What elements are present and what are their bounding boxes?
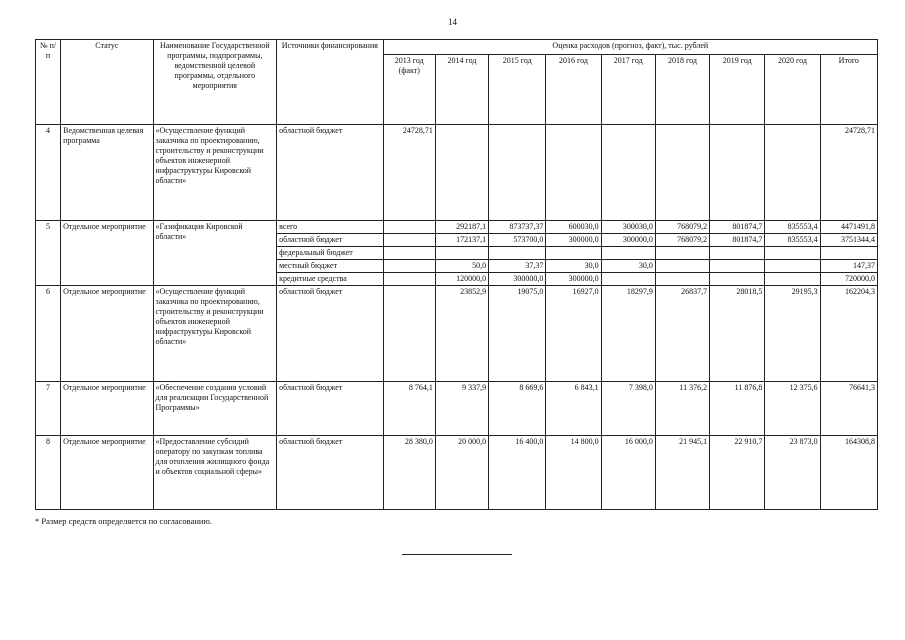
row-year-value: 37,37 bbox=[489, 260, 546, 273]
row-year-value: 20 000,0 bbox=[435, 436, 488, 510]
row-year-value bbox=[489, 247, 546, 260]
row-total bbox=[820, 247, 877, 260]
page-number: 14 bbox=[448, 17, 457, 27]
row-source: областной бюджет bbox=[277, 382, 384, 436]
row-year-value bbox=[765, 125, 820, 221]
row-source: федеральный бюджет bbox=[277, 247, 384, 260]
row-year-value bbox=[435, 125, 488, 221]
row-year-value: 14 800,0 bbox=[546, 436, 601, 510]
header-year: 2013 год (факт) bbox=[383, 55, 435, 125]
row-year-value: 23852,9 bbox=[435, 286, 488, 382]
row-year-value: 18297,9 bbox=[601, 286, 655, 382]
row-year-value: 801874,7 bbox=[710, 234, 765, 247]
table-row bbox=[36, 221, 878, 234]
row-year-value: 16 000,0 bbox=[601, 436, 655, 510]
row-year-value bbox=[765, 247, 820, 260]
row-year-value: 8 669,6 bbox=[489, 382, 546, 436]
row-year-value: 16 400,0 bbox=[489, 436, 546, 510]
row-year-value: 19075,0 bbox=[489, 286, 546, 382]
row-year-value: 7 398,0 bbox=[601, 382, 655, 436]
footnote: * Размер средств определяется по согласованию. bbox=[35, 516, 212, 526]
header-year: 2019 год bbox=[710, 55, 765, 125]
header-year: 2018 год bbox=[655, 55, 709, 125]
row-total: 720000,0 bbox=[820, 273, 877, 286]
row-year-value bbox=[383, 286, 435, 382]
row-year-value bbox=[655, 273, 709, 286]
budget-table bbox=[35, 39, 878, 510]
row-year-value bbox=[655, 125, 709, 221]
row-year-value bbox=[710, 247, 765, 260]
row-total: 164308,8 bbox=[820, 436, 877, 510]
row-year-value: 600030,0 bbox=[546, 221, 601, 234]
row-source: всего bbox=[277, 221, 384, 234]
row-year-value: 120000,0 bbox=[435, 273, 488, 286]
row-year-value: 29195,3 bbox=[765, 286, 820, 382]
row-year-value bbox=[435, 247, 488, 260]
row-year-value bbox=[383, 260, 435, 273]
header-year: 2017 год bbox=[601, 55, 655, 125]
row-year-value: 573700,0 bbox=[489, 234, 546, 247]
row-year-value bbox=[383, 221, 435, 234]
row-year-value: 24728,71 bbox=[383, 125, 435, 221]
row-year-value: 6 843,1 bbox=[546, 382, 601, 436]
row-year-value: 28 380,0 bbox=[383, 436, 435, 510]
row-year-value bbox=[765, 273, 820, 286]
row-year-value: 835553,4 bbox=[765, 221, 820, 234]
row-name: «Газификация Кировской области» bbox=[153, 221, 277, 286]
row-total: 3751344,4 bbox=[820, 234, 877, 247]
header-status: Статус bbox=[61, 40, 153, 125]
row-year-value: 23 873,0 bbox=[765, 436, 820, 510]
row-year-value: 9 337,9 bbox=[435, 382, 488, 436]
row-year-value bbox=[546, 125, 601, 221]
row-year-value bbox=[710, 125, 765, 221]
row-year-value: 768079,2 bbox=[655, 221, 709, 234]
row-year-value: 30,0 bbox=[601, 260, 655, 273]
row-name: «Осуществление функций заказчика по проектированию, строительству и реконструкции объектов инженерной инфраструктуры Кировской области» bbox=[153, 286, 277, 382]
row-name: «Обеспечение создания условий для реализации Государственной Программы» bbox=[153, 382, 277, 436]
row-year-value: 16927,0 bbox=[546, 286, 601, 382]
header-year: Итого bbox=[820, 55, 877, 125]
row-year-value bbox=[383, 273, 435, 286]
row-year-value: 300000,0 bbox=[489, 273, 546, 286]
row-status: Отдельное мероприятие bbox=[61, 221, 153, 286]
header-year: 2020 год bbox=[765, 55, 820, 125]
row-year-value: 26837,7 bbox=[655, 286, 709, 382]
row-source: областной бюджет bbox=[277, 234, 384, 247]
header-num: № п/п bbox=[36, 40, 61, 125]
row-total: 24728,71 bbox=[820, 125, 877, 221]
header-year: 2016 год bbox=[546, 55, 601, 125]
row-number: 6 bbox=[36, 286, 61, 382]
row-year-value: 21 945,1 bbox=[655, 436, 709, 510]
row-year-value: 835553,4 bbox=[765, 234, 820, 247]
row-status: Отдельное мероприятие bbox=[61, 382, 153, 436]
row-year-value: 873737,37 bbox=[489, 221, 546, 234]
row-year-value bbox=[546, 247, 601, 260]
header-year: 2014 год bbox=[435, 55, 488, 125]
row-year-value bbox=[655, 247, 709, 260]
row-year-value bbox=[710, 260, 765, 273]
row-year-value: 30,0 bbox=[546, 260, 601, 273]
row-year-value: 300030,0 bbox=[601, 221, 655, 234]
header-source: Источники финансирования bbox=[277, 40, 384, 125]
row-number: 8 bbox=[36, 436, 61, 510]
row-year-value bbox=[655, 260, 709, 273]
row-total: 76641,3 bbox=[820, 382, 877, 436]
row-status: Ведомственная целевая программа bbox=[61, 125, 153, 221]
row-year-value: 172137,1 bbox=[435, 234, 488, 247]
table-row bbox=[36, 436, 878, 510]
table-row bbox=[36, 382, 878, 436]
row-source: областной бюджет bbox=[277, 436, 384, 510]
header-year: 2015 год bbox=[489, 55, 546, 125]
row-source: кредитные средства bbox=[277, 273, 384, 286]
divider-line bbox=[402, 554, 512, 555]
header-name: Наименование Государственной программы, подпрограммы, ведомственной целевой программы, отдельного мероприятия bbox=[153, 40, 277, 125]
row-year-value: 12 375,6 bbox=[765, 382, 820, 436]
row-year-value: 8 764,1 bbox=[383, 382, 435, 436]
row-source: местный бюджет bbox=[277, 260, 384, 273]
row-total: 147,37 bbox=[820, 260, 877, 273]
row-year-value: 11 376,2 bbox=[655, 382, 709, 436]
row-total: 4471491,8 bbox=[820, 221, 877, 234]
row-year-value: 28018,5 bbox=[710, 286, 765, 382]
row-source: областной бюджет bbox=[277, 125, 384, 221]
row-year-value: 300000,0 bbox=[601, 234, 655, 247]
row-year-value bbox=[765, 260, 820, 273]
row-year-value bbox=[601, 247, 655, 260]
row-year-value: 11 876,8 bbox=[710, 382, 765, 436]
row-year-value: 22 910,7 bbox=[710, 436, 765, 510]
row-status: Отдельное мероприятие bbox=[61, 286, 153, 382]
row-year-value: 292187,1 bbox=[435, 221, 488, 234]
row-year-value bbox=[710, 273, 765, 286]
row-year-value bbox=[383, 234, 435, 247]
row-year-value bbox=[383, 247, 435, 260]
table-row bbox=[36, 286, 878, 382]
row-year-value: 50,0 bbox=[435, 260, 488, 273]
row-year-value: 300000,0 bbox=[546, 273, 601, 286]
row-number: 7 bbox=[36, 382, 61, 436]
row-number: 4 bbox=[36, 125, 61, 221]
row-year-value: 768079,2 bbox=[655, 234, 709, 247]
row-year-value bbox=[601, 273, 655, 286]
row-number: 5 bbox=[36, 221, 61, 286]
row-year-value: 300000,0 bbox=[546, 234, 601, 247]
row-total: 162204,3 bbox=[820, 286, 877, 382]
row-name: «Осуществление функций заказчика по проектированию, строительству и реконструкции объектов инженерной инфраструктуры Кировской области» bbox=[153, 125, 277, 221]
table-row bbox=[36, 125, 878, 221]
row-year-value bbox=[489, 125, 546, 221]
row-source: областной бюджет bbox=[277, 286, 384, 382]
row-name: «Предоставление субсидий оператору по закупкам топлива для отопления жилищного фонда и объектов социальной сферы» bbox=[153, 436, 277, 510]
row-status: Отдельное мероприятие bbox=[61, 436, 153, 510]
row-year-value: 801874,7 bbox=[710, 221, 765, 234]
header-estimate: Оценка расходов (прогноз, факт), тыс. рублей bbox=[383, 40, 877, 55]
row-year-value bbox=[601, 125, 655, 221]
